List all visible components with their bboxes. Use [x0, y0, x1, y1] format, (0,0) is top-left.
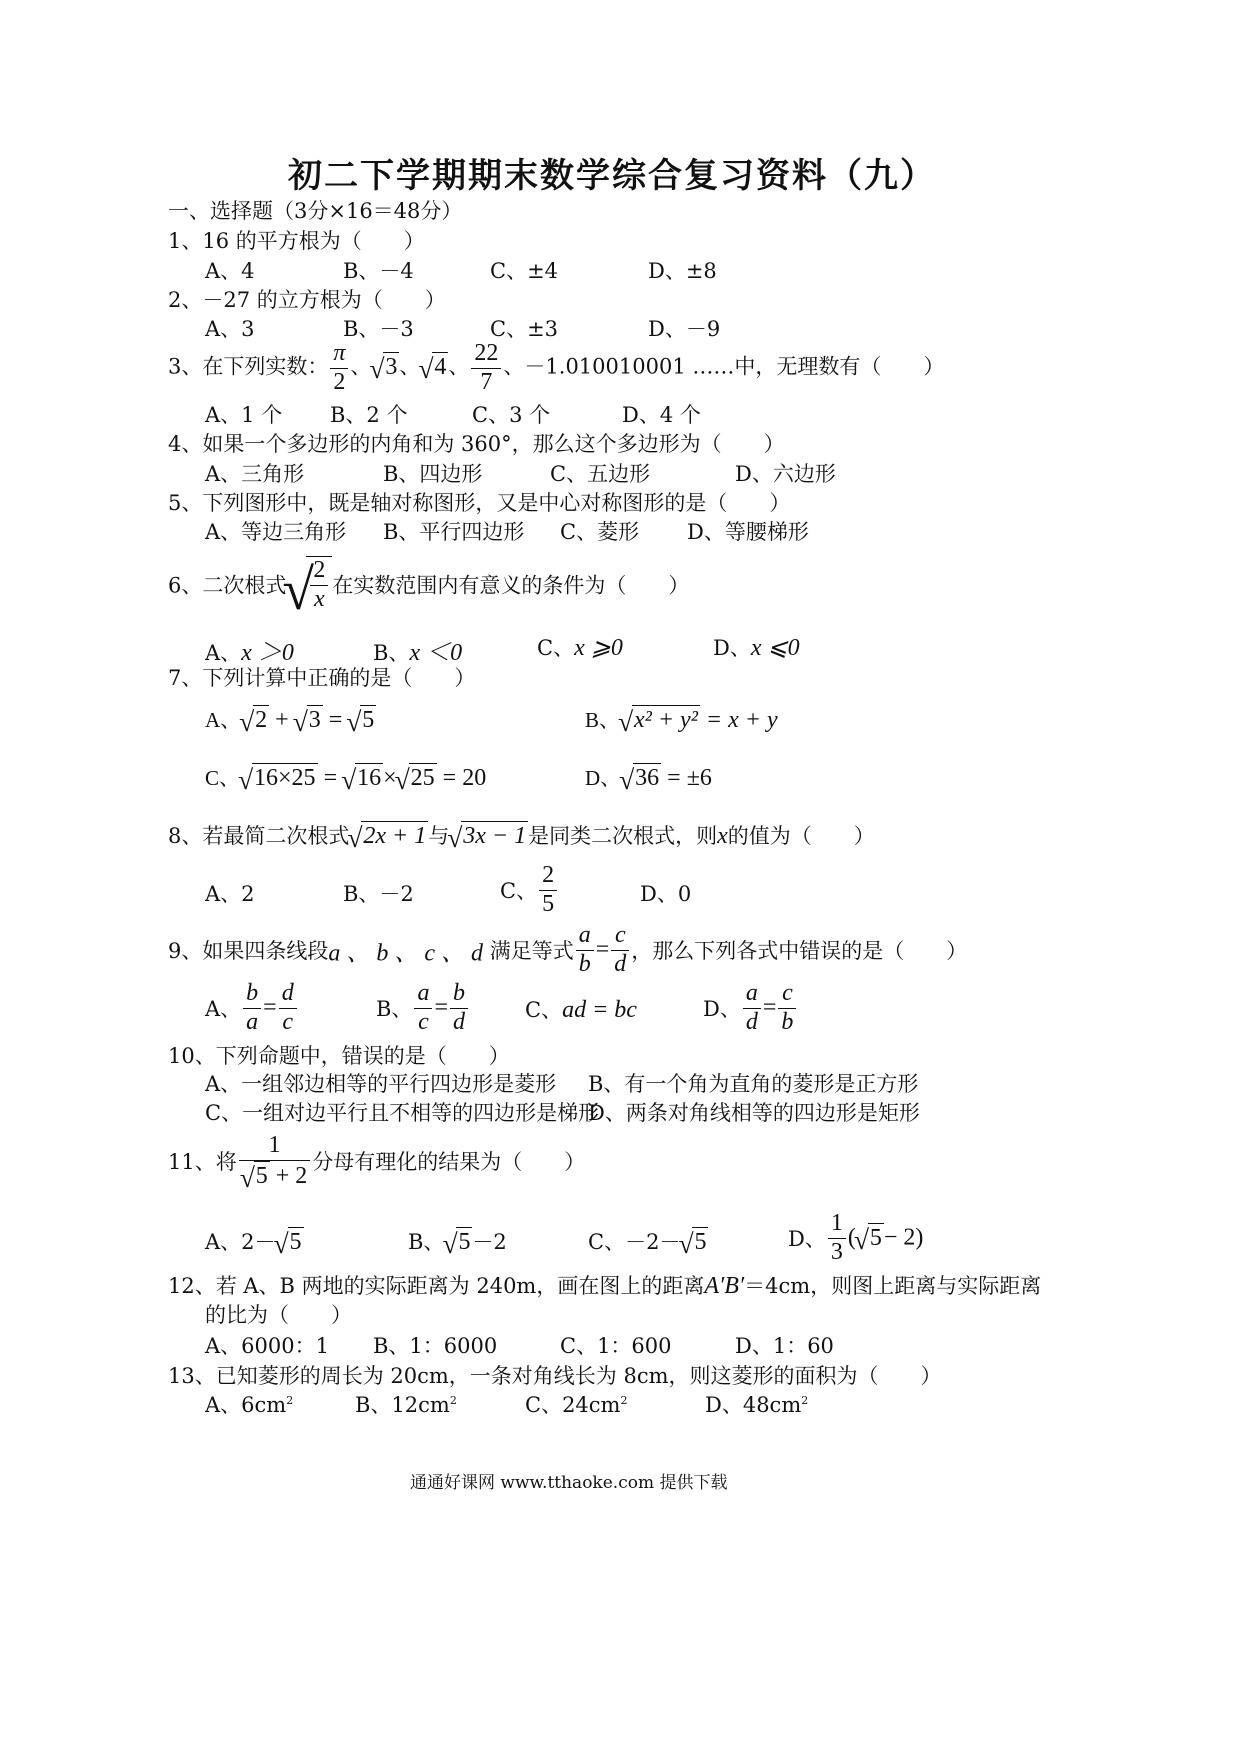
q7-a-label: A、: [205, 708, 242, 732]
q7-option-a: [205, 704, 376, 735]
q13-c-text: C、24cm: [525, 1393, 621, 1417]
q11-option-c: [588, 1226, 708, 1257]
q11-b-tail: －2: [472, 1230, 507, 1254]
q11-c-r: 5: [694, 1229, 707, 1255]
q13-option-b: [355, 1389, 457, 1419]
q3-sep2: 、: [399, 354, 421, 379]
q6-frac: [310, 557, 328, 613]
q3-r4: 4: [434, 353, 447, 380]
q13-a-sup: 2: [286, 1394, 294, 1407]
q6-b-value: x ＜0: [409, 640, 463, 666]
q3-sep: 、: [350, 354, 372, 379]
q9-frac2: [611, 922, 629, 978]
q9-option-c: [525, 994, 637, 1024]
q3-sep3: 、: [448, 354, 470, 379]
q9-option-b: [376, 980, 470, 1036]
q9-a2d: c: [282, 1008, 294, 1035]
q8-var: x: [717, 823, 728, 849]
q9-d2d: b: [781, 1008, 794, 1035]
q9-d1n: a: [743, 980, 761, 1009]
q11-d-r: 5: [869, 1225, 882, 1252]
q11-num: 1: [239, 1132, 311, 1161]
q7-a-sqrt5: [348, 705, 376, 735]
q13-stem: 13、已知菱形的周长为 20cm，一条对角线长为 8cm，则这菱形的面积为（ ）: [168, 1364, 942, 1388]
q9-d2n: c: [778, 980, 796, 1009]
q11-option-b: [408, 1226, 507, 1257]
q7-c-tail: = 20: [442, 765, 487, 791]
q10-option-a: A、一组邻边相等的平行四边形是菱形: [205, 1072, 557, 1096]
q7-b-radicand: x² + y²: [634, 707, 698, 733]
q7-d-r: 36: [635, 765, 660, 791]
q5-option-c: C、菱形: [560, 520, 640, 544]
q1-option-a: A、4: [205, 259, 255, 283]
q7-c-r3: 25: [410, 765, 435, 791]
q11-a-r: 5: [289, 1229, 302, 1255]
q7-c-sqrt2: [343, 763, 383, 793]
q11-den-tail: + 2: [275, 1162, 308, 1189]
q11-b-sqrt: [444, 1227, 472, 1257]
q10-stem: 10、下列命题中，错误的是（ ）: [168, 1044, 510, 1068]
q7-b-tail: = x + y: [705, 707, 778, 733]
q3-frac-22-7: [471, 340, 501, 396]
q1-option-d: D、±8: [648, 259, 717, 283]
q7-c-times: ×: [383, 765, 397, 791]
q7-b-label: B、: [585, 708, 621, 732]
q6-c-label: C、: [537, 636, 575, 660]
q9-a1n: b: [243, 980, 261, 1009]
q9-b-eq: =: [434, 994, 448, 1021]
q7-d-tail: = ±6: [667, 765, 712, 791]
q3-sqrt3: [371, 352, 399, 382]
q9-tail: ，那么下列各式中错误的是（ ）: [631, 939, 968, 964]
q6-radicand: [306, 556, 332, 613]
q8-r1: 2x + 1: [363, 823, 427, 849]
q6-a-value: x ＞0: [241, 640, 294, 666]
q7-d-label: D、: [585, 766, 622, 790]
q12-ab: A′B′: [704, 1273, 745, 1299]
q8-r2: 3x − 1: [463, 823, 527, 849]
q8-option-a: A、2: [205, 882, 255, 906]
q9-stem: [168, 922, 967, 978]
q11-tail: 分母有理化的结果为（ ）: [312, 1150, 586, 1175]
q2-option-d: D、－9: [648, 317, 721, 341]
q7-a-eq: =: [328, 707, 343, 733]
q9-a1d: a: [246, 1008, 259, 1035]
q4-option-d: D、六边形: [735, 462, 836, 486]
q7-a-r3: 5: [362, 707, 375, 733]
q10-option-d: D、两条对角线相等的四边形是矩形: [588, 1101, 920, 1125]
q9-f1n: a: [576, 922, 594, 951]
q13-c-sup: 2: [620, 1394, 628, 1407]
q7-d-sqrt: [621, 763, 661, 793]
q11-prefix: 11、将: [168, 1150, 237, 1175]
q12-option-d: D、1：60: [735, 1334, 834, 1358]
q6-stem: [168, 556, 689, 613]
q11-d-open: (: [847, 1224, 856, 1251]
q12-option-a: A、6000：1: [205, 1334, 329, 1358]
q3-two: 2: [333, 368, 346, 395]
q9-a2n: d: [279, 980, 297, 1009]
q8-stem: [168, 820, 875, 851]
q6-num: √ 2: [310, 557, 328, 586]
q13-a-text: A、6cm: [205, 1393, 287, 1417]
q10-option-b: B、有一个角为直角的菱形是正方形: [588, 1072, 919, 1096]
q9-d-eq: =: [762, 994, 777, 1021]
q8-prefix: 8、若最简二次根式: [168, 824, 350, 848]
q7-stem: 7、下列计算中正确的是（ ）: [168, 666, 476, 690]
q9-mid: 满足等式: [489, 939, 574, 964]
q11-a-label: A、2－: [205, 1230, 276, 1254]
q11-option-a: [205, 1226, 304, 1257]
q13-d-sup: 2: [801, 1394, 809, 1407]
q11-frac: [239, 1132, 311, 1190]
q6-d-label: D、: [713, 636, 751, 660]
q9-option-a: [205, 980, 299, 1036]
q7-a-r1: 2: [255, 707, 268, 733]
q7-a-sqrt2: [241, 705, 269, 735]
q11-d-sqrt: [856, 1223, 884, 1253]
q11-d-den: 3: [830, 1238, 843, 1265]
q6-option-c: [537, 632, 623, 662]
q13-d-text: D、48cm: [705, 1393, 802, 1417]
q11-a-sqrt: [276, 1227, 304, 1257]
q9-b2d: d: [452, 1008, 465, 1035]
q12-option-c: C、1：600: [560, 1334, 672, 1358]
q12-line1a: 12、若 A、B 两地的实际距离为 240m，画在图上的距离: [168, 1274, 705, 1298]
q6-d-value: x ⩽0: [750, 635, 800, 661]
q12-stem-line2: 的比为（ ）: [205, 1303, 352, 1327]
q6-b-label: B、: [373, 641, 410, 665]
q7-option-d: [585, 762, 712, 793]
q6-option-d: [713, 632, 800, 662]
q13-option-c: [525, 1389, 627, 1419]
q9-a-label: A、: [205, 997, 242, 1022]
q7-c-eq: =: [323, 765, 338, 791]
q8-sqrt1: [349, 821, 428, 851]
q11-d-tail: − 2): [883, 1224, 924, 1251]
footer-note: 通通好课网 www.tthaoke.com 提供下载: [410, 1473, 728, 1493]
q6-c-value: x ⩾0: [574, 635, 623, 661]
q8-tail1: 是同类二次根式，则: [528, 824, 718, 848]
q7-c-r1: 16×25: [254, 765, 316, 791]
q9-b-label: B、: [376, 997, 413, 1022]
q6-den: x: [314, 585, 325, 612]
q2-stem: 2、－27 的立方根为（ ）: [168, 288, 446, 312]
q9-vars: a 、 b 、 c 、 d: [328, 940, 484, 967]
q2-option-a: A、3: [205, 317, 255, 341]
q9-a-frac2: [279, 980, 297, 1036]
q9-d-label: D、: [703, 997, 741, 1022]
q4-stem: 4、如果一个多边形的内角和为 360°，那么这个多边形为（ ）: [168, 432, 785, 456]
q7-a-plus: +: [275, 707, 289, 733]
q2-option-b: B、－3: [343, 317, 414, 341]
q5-option-d: D、等腰梯形: [687, 520, 809, 544]
q8-c-den: 5: [542, 890, 555, 917]
q8-c-num: 2: [539, 862, 557, 891]
q7-a-r2: 3: [308, 707, 321, 733]
q8-tail2: 的值为（ ）: [727, 824, 875, 848]
q9-f1d: b: [578, 950, 591, 977]
q13-b-sup: 2: [449, 1394, 457, 1407]
q9-eq: =: [595, 936, 610, 963]
page-title: 初二下学期期末数学综合复习资料（九）: [288, 156, 936, 196]
q6-a-label: A、: [205, 641, 242, 665]
q9-b-frac1: [414, 980, 432, 1036]
section-heading: 一、选择题（3分×16＝48分）: [168, 199, 463, 223]
q9-c-label: C、: [525, 998, 563, 1022]
q9-a-frac1: [243, 980, 261, 1036]
q7-option-c: [205, 762, 486, 793]
q11-c-label: C、－2－: [588, 1230, 681, 1254]
q9-d-frac1: [743, 980, 761, 1036]
q11-option-d: [788, 1210, 923, 1266]
q3-option-c: C、3 个: [472, 403, 551, 427]
q3-r3: 3: [385, 353, 398, 380]
q13-option-d: [705, 1389, 808, 1419]
q10-option-c: C、一组对边平行且不相等的四边形是梯形: [205, 1101, 600, 1125]
q4-option-a: A、三角形: [205, 462, 305, 486]
q7-c-label: C、: [205, 766, 241, 790]
q3-n22: 22: [471, 340, 501, 369]
q6-tail: 在实数范围内有意义的条件为（ ）: [332, 573, 690, 598]
q4-option-c: C、五边形: [550, 462, 651, 486]
q9-b-frac2: [450, 980, 468, 1036]
q7-option-b: [585, 704, 778, 735]
q8-option-b: B、－2: [343, 882, 414, 906]
q9-f2d: d: [614, 950, 627, 977]
q8-c-frac: [539, 862, 557, 918]
q5-option-a: A、等边三角形: [205, 520, 347, 544]
q9-b1d: c: [418, 1008, 429, 1035]
q1-option-b: B、－4: [343, 259, 414, 283]
q11-d-label: D、: [788, 1227, 826, 1252]
q12-option-b: B、1：6000: [373, 1334, 498, 1358]
q8-mid: 与: [428, 824, 450, 848]
q8-option-c: [500, 862, 559, 918]
q3-option-d: D、4 个: [622, 403, 701, 427]
q7-c-sqrt3: [397, 763, 437, 793]
q7-b-sqrt: [620, 705, 700, 735]
q11-b-r: 5: [458, 1229, 471, 1255]
q11-den: [239, 1161, 311, 1191]
q13-b-text: B、12cm: [355, 1393, 450, 1417]
q4-option-b: B、四边形: [383, 462, 483, 486]
q9-prefix: 9、如果四条线段: [168, 939, 329, 964]
q11-stem: [168, 1132, 585, 1190]
q5-option-b: B、平行四边形: [383, 520, 525, 544]
q13-option-a: [205, 1389, 293, 1419]
q9-b1n: a: [414, 980, 432, 1009]
q6-prefix: 6、二次根式: [168, 573, 287, 598]
q9-c-value: ad = bc: [562, 997, 637, 1023]
q11-den-r: 5: [255, 1162, 268, 1189]
q3-frac-pi: [330, 340, 348, 396]
q5-stem: 5、下列图形中，既是轴对称图形，又是中心对称图形的是（ ）: [168, 491, 791, 515]
q9-b2n: b: [450, 980, 468, 1009]
q9-f2n: c: [611, 922, 629, 951]
q8-option-d: D、0: [640, 882, 692, 906]
q3-sqrt4: [420, 352, 448, 382]
q11-d-num: 1: [828, 1210, 846, 1239]
q12-stem-line1: [168, 1270, 1041, 1300]
q3-prefix: 3、在下列实数：: [168, 354, 329, 379]
q9-frac1: [576, 922, 594, 978]
q3-d7: 7: [480, 368, 493, 395]
q12-line1b: ＝4cm，则图上距离与实际距离: [744, 1274, 1042, 1298]
q11-c-sqrt: [680, 1227, 708, 1257]
q9-d-frac2: [778, 980, 796, 1036]
q11-b-label: B、: [408, 1230, 445, 1254]
q9-d1d: d: [745, 1008, 758, 1035]
q7-a-sqrt3: [295, 705, 323, 735]
q3-pi: π: [330, 340, 348, 369]
q3-option-b: B、2 个: [330, 403, 408, 427]
q9-a-eq: =: [263, 994, 277, 1021]
q1-option-c: C、±4: [490, 259, 559, 283]
q8-c-label: C、: [500, 879, 538, 904]
q6-sqrt-frac: [286, 556, 332, 613]
q2-option-c: C、±3: [490, 317, 559, 341]
q7-c-r2: 16: [357, 765, 382, 791]
q1-stem: 1、16 的平方根为（ ）: [168, 229, 425, 253]
q3-tail: 、－1.010010001 ……中，无理数有（ ）: [503, 354, 945, 379]
q11-d-frac: [828, 1210, 846, 1266]
q7-c-sqrt1: [240, 763, 318, 793]
q8-sqrt2: [449, 821, 528, 851]
q3-stem: [168, 340, 944, 396]
q3-option-a: A、1 个: [205, 403, 283, 427]
q9-option-d: [703, 980, 798, 1036]
q11-den-sqrt: [242, 1161, 270, 1191]
